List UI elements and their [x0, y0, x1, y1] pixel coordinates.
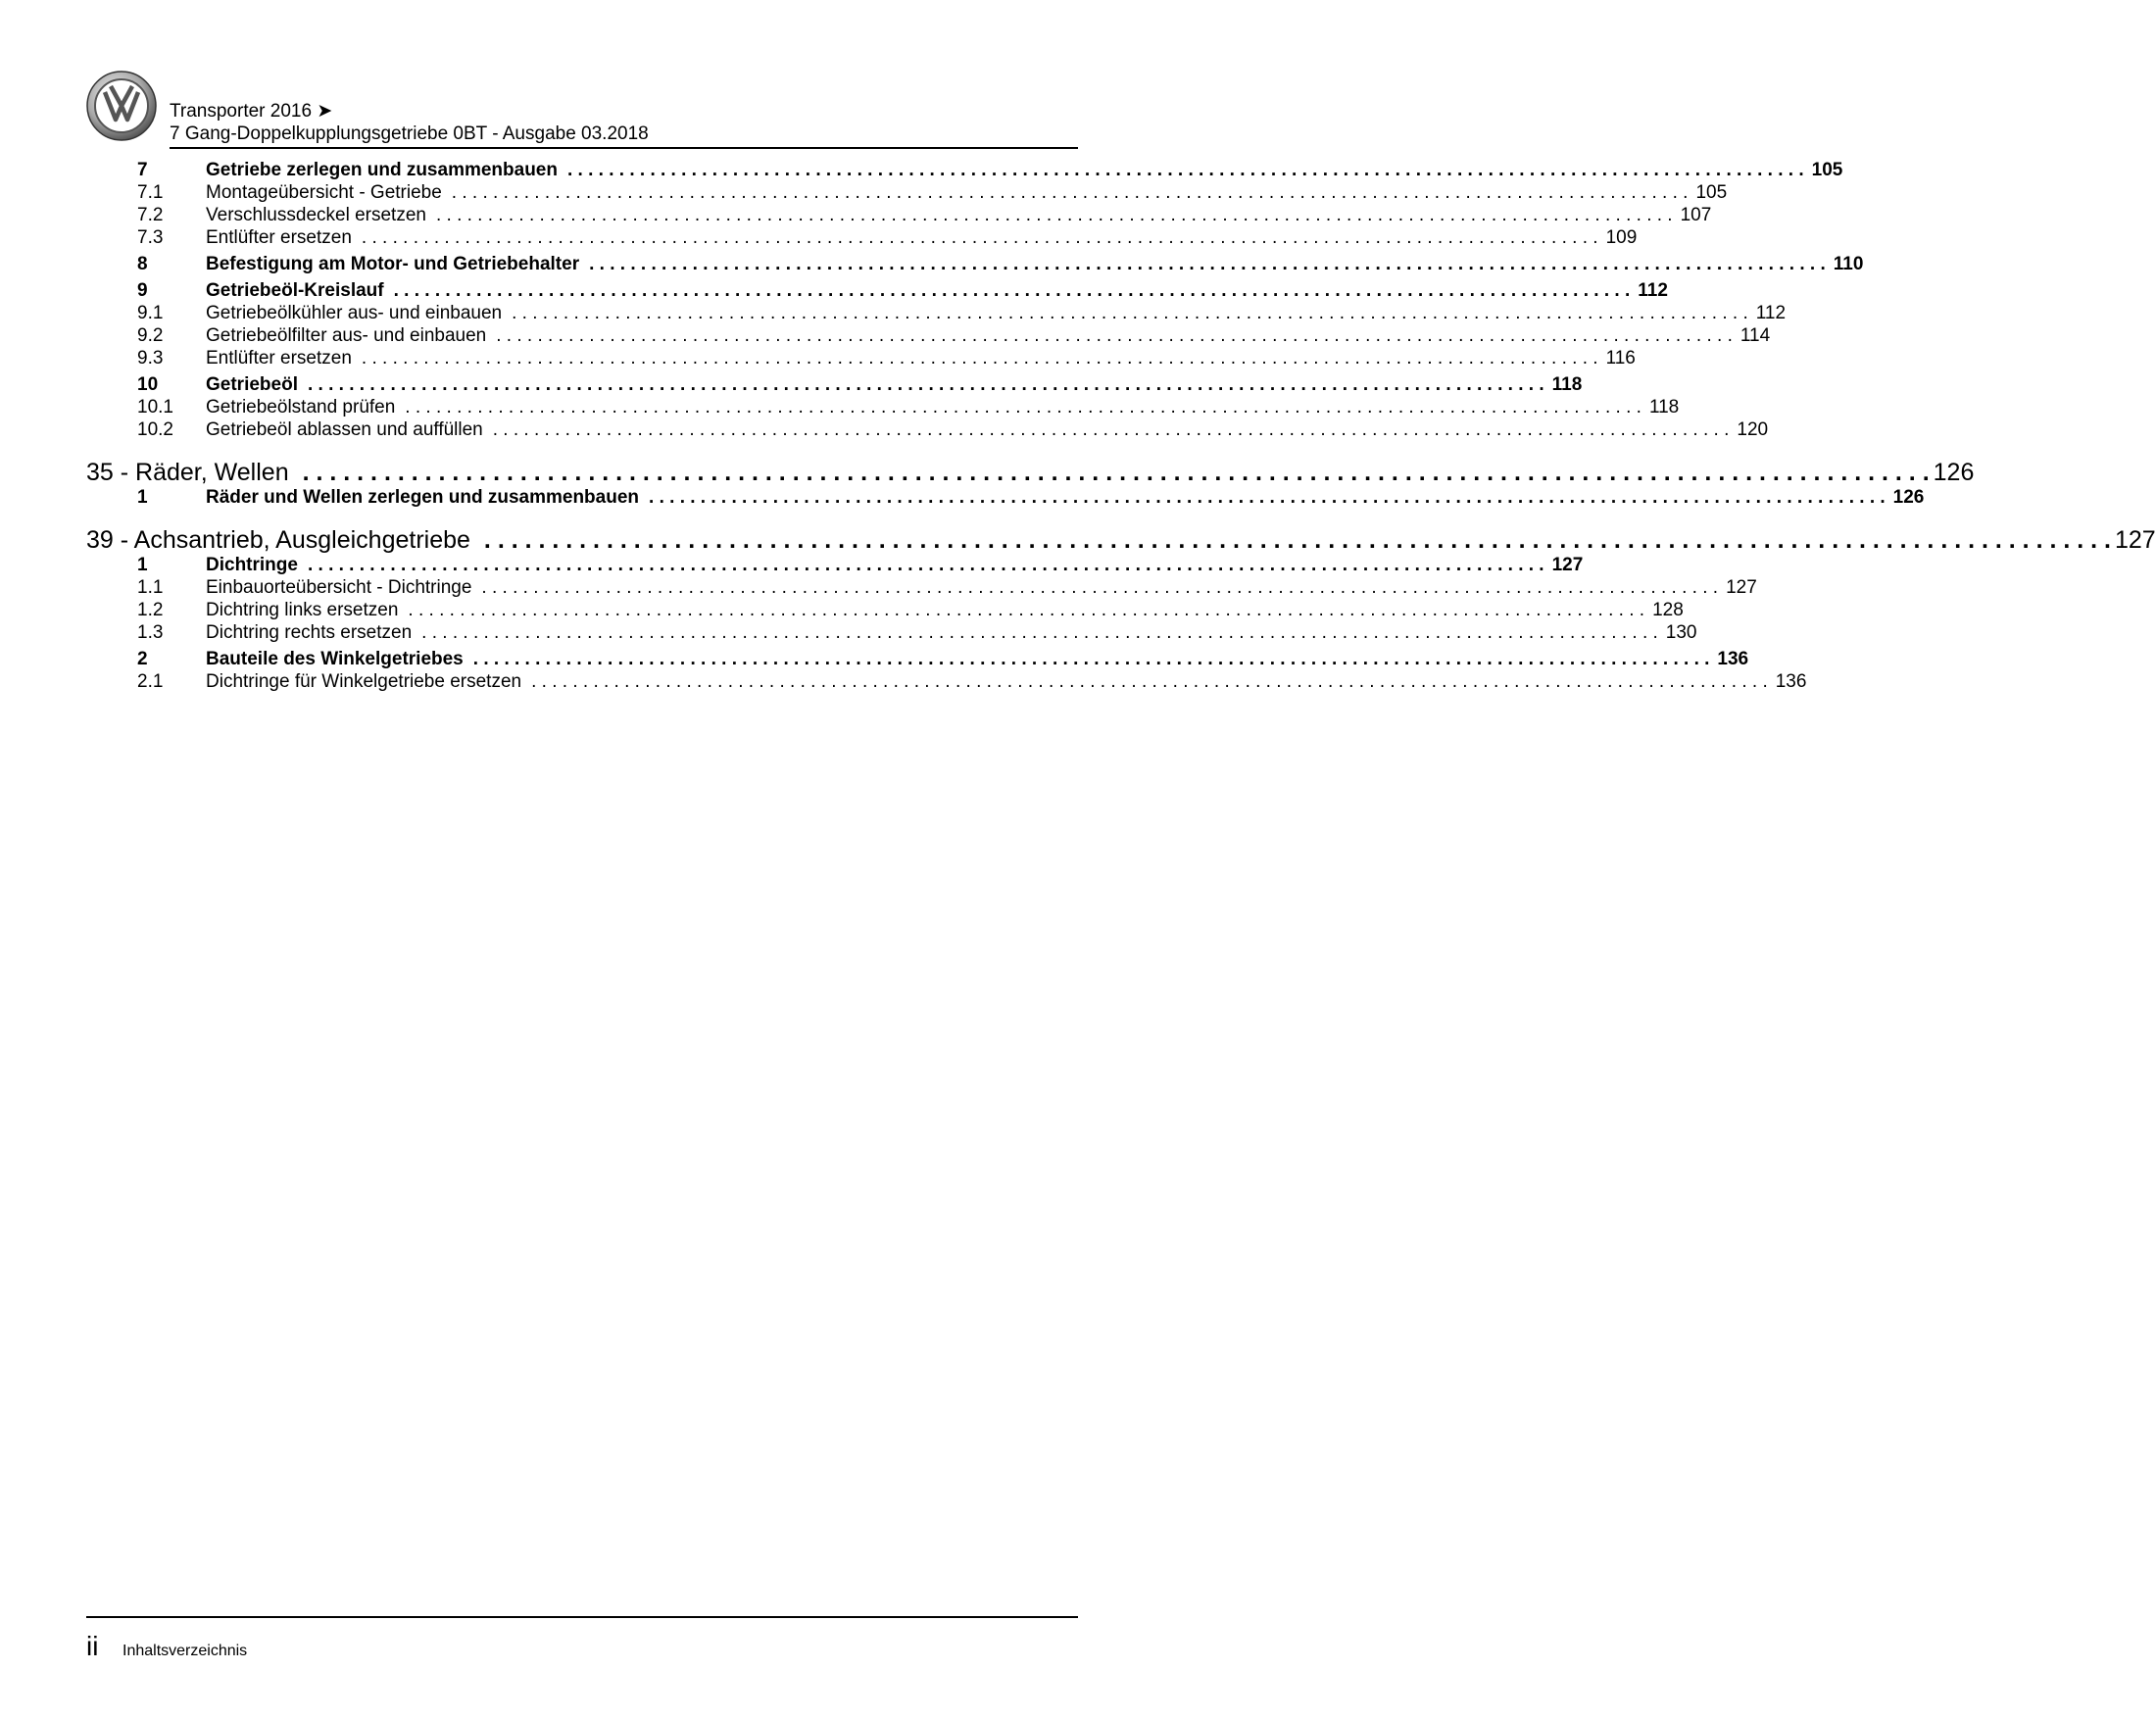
- toc-dot-leader: . . . . . . . . . . . . . . . . . . . . . . . . . . . . . . . . . . . . . . . . . . . . . . . . . . . . . . . . . . . . . . . . . . . . . . . . . . . . . . . . . . . . . . . . . . . . . . . . . . . . . . . . . . . . . . . . . . . . . . . .: [302, 459, 1930, 486]
- toc-dot-leader: . . . . . . . . . . . . . . . . . . . . . . . . . . . . . . . . . . . . . . . . . . . . . . . . . . . . . . . . . . . . . . . . . . . . . . . . . . . . . . . . . . . . . . . . . . . . . . . . . . . . . . . . . . . . . . . . . . . . . . . .: [496, 325, 1733, 346]
- toc-title: Getriebe zerlegen und zusammenbauen: [206, 160, 558, 180]
- vw-logo-icon: [86, 71, 157, 141]
- toc-dot-leader: . . . . . . . . . . . . . . . . . . . . . . . . . . . . . . . . . . . . . . . . . . . . . . . . . . . . . . . . . . . . . . . . . . . . . . . . . . . . . . . . . . . . . . . . . . . . . . . . . . . . . . . . . . . . . . . . . . . . . . . .: [649, 487, 1886, 508]
- toc-dot-leader: . . . . . . . . . . . . . . . . . . . . . . . . . . . . . . . . . . . . . . . . . . . . . . . . . . . . . . . . . . . . . . . . . . . . . . . . . . . . . . . . . . . . . . . . . . . . . . . . . . . . . . . . . . . . . . . . . . . . . . . .: [307, 555, 1544, 575]
- toc-number: 8: [137, 254, 148, 274]
- toc-dot-leader: . . . . . . . . . . . . . . . . . . . . . . . . . . . . . . . . . . . . . . . . . . . . . . . . . . . . . . . . . . . . . . . . . . . . . . . . . . . . . . . . . . . . . . . . . . . . . . . . . . . . . . . . . . . . . . . . . . . . . . . .: [451, 182, 1689, 203]
- toc-title: Getriebeöl-Kreislauf: [206, 280, 384, 301]
- toc-dot-leader: . . . . . . . . . . . . . . . . . . . . . . . . . . . . . . . . . . . . . . . . . . . . . . . . . . . . . . . . . . . . . . . . . . . . . . . . . . . . . . . . . . . . . . . . . . . . . . . . . . . . . . . . . . . . . . . . . . . . . . . .: [531, 671, 1768, 692]
- toc-page-number: 105: [1811, 160, 1843, 180]
- toc-title: Getriebeölstand prüfen: [206, 397, 396, 417]
- toc-page-number: 116: [1605, 348, 1636, 368]
- toc-dot-leader: . . . . . . . . . . . . . . . . . . . . . . . . . . . . . . . . . . . . . . . . . . . . . . . . . . . . . . . . . . . . . . . . . . . . . . . . . . . . . . . . . . . . . . . . . . . . . . . . . . . . . . . . . . . . . . . . . . . . . . . .: [393, 280, 1631, 301]
- toc-title: Entlüfter ersetzen: [206, 348, 352, 368]
- toc-number: 9: [137, 280, 148, 301]
- toc-page-number: 127: [1726, 577, 1757, 598]
- footer-page-number: ii: [86, 1631, 99, 1661]
- toc-title: Getriebeölfilter aus- und einbauen: [206, 325, 487, 346]
- toc-dot-leader: . . . . . . . . . . . . . . . . . . . . . . . . . . . . . . . . . . . . . . . . . . . . . . . . . . . . . . . . . . . . . . . . . . . . . . . . . . . . . . . . . . . . . . . . . . . . . . . . . . . . . . . . . . . . . . . . . . . . . . . .: [512, 303, 1748, 323]
- toc-page-number: 126: [1892, 487, 1925, 508]
- toc-number: 2: [137, 649, 148, 669]
- toc-dot-leader: . . . . . . . . . . . . . . . . . . . . . . . . . . . . . . . . . . . . . . . . . . . . . . . . . . . . . . . . . . . . . . . . . . . . . . . . . . . . . . . . . . . . . . . . . . . . . . . . . . . . . . . . . . . . . . . . . . . . . . . .: [483, 526, 2111, 554]
- toc-number: 1.2: [137, 600, 164, 620]
- toc-dot-leader: . . . . . . . . . . . . . . . . . . . . . . . . . . . . . . . . . . . . . . . . . . . . . . . . . . . . . . . . . . . . . . . . . . . . . . . . . . . . . . . . . . . . . . . . . . . . . . . . . . . . . . . . . . . . . . . . . . . . . . . .: [435, 205, 1673, 225]
- toc-number: 10.2: [137, 419, 173, 440]
- toc-number: 2.1: [137, 671, 164, 692]
- toc-page-number: 126: [1933, 459, 1975, 486]
- toc-number: 7.1: [137, 182, 164, 203]
- toc-dot-leader: . . . . . . . . . . . . . . . . . . . . . . . . . . . . . . . . . . . . . . . . . . . . . . . . . . . . . . . . . . . . . . . . . . . . . . . . . . . . . . . . . . . . . . . . . . . . . . . . . . . . . . . . . . . . . . . . . . . . . . . .: [472, 649, 1710, 669]
- toc-subsection[interactable]: [137, 227, 1638, 249]
- toc-title: 39 - Achsantrieb, Ausgleichgetriebe: [86, 526, 470, 554]
- toc-title: Verschlussdeckel ersetzen: [206, 205, 426, 225]
- toc-section[interactable]: [137, 555, 1584, 576]
- toc-number: 7.3: [137, 227, 164, 248]
- toc-title: Entlüfter ersetzen: [206, 227, 352, 248]
- toc-title: Dichtringe für Winkelgetriebe ersetzen: [206, 671, 522, 692]
- toc-number: 1.3: [137, 622, 164, 643]
- toc-title: Dichtringe: [206, 555, 298, 575]
- header-manual-title: 7 Gang-Doppelkupplungsgetriebe 0BT - Ausgabe 03.2018: [170, 123, 649, 144]
- footer-section-label: Inhaltsverzeichnis: [122, 1643, 248, 1659]
- toc-dot-leader: . . . . . . . . . . . . . . . . . . . . . . . . . . . . . . . . . . . . . . . . . . . . . . . . . . . . . . . . . . . . . . . . . . . . . . . . . . . . . . . . . . . . . . . . . . . . . . . . . . . . . . . . . . . . . . . . . . . . . . . .: [361, 227, 1598, 248]
- toc-number: 9.3: [137, 348, 164, 368]
- toc-subsection[interactable]: [137, 622, 1697, 644]
- toc-page-number: 136: [1775, 671, 1807, 692]
- toc-title: 35 - Räder, Wellen: [86, 459, 289, 486]
- toc-title: Einbauorteübersicht - Dichtringe: [206, 577, 472, 598]
- toc-title: Getriebeölkühler aus- und einbauen: [206, 303, 503, 323]
- toc-number: 7: [137, 160, 148, 180]
- toc-subsection[interactable]: [137, 397, 1680, 418]
- toc-dot-leader: . . . . . . . . . . . . . . . . . . . . . . . . . . . . . . . . . . . . . . . . . . . . . . . . . . . . . . . . . . . . . . . . . . . . . . . . . . . . . . . . . . . . . . . . . . . . . . . . . . . . . . . . . . . . . . . . . . . . . . . .: [492, 419, 1730, 440]
- toc-number: 7.2: [137, 205, 164, 225]
- toc-page-number: 110: [1833, 254, 1864, 274]
- toc-title: Montageübersicht - Getriebe: [206, 182, 442, 203]
- toc-subsection[interactable]: [137, 303, 1787, 324]
- toc-number: 10: [137, 374, 159, 395]
- toc-chapter[interactable]: [86, 526, 2156, 555]
- toc-subsection[interactable]: [137, 671, 1807, 693]
- toc-number: 1.1: [137, 577, 164, 598]
- toc-subsection[interactable]: [137, 419, 1769, 441]
- toc-section[interactable]: [137, 160, 1843, 181]
- toc-subsection[interactable]: [137, 600, 1684, 621]
- toc-number: 1: [137, 487, 148, 508]
- toc-page-number: 112: [1638, 280, 1668, 301]
- toc-section[interactable]: [137, 374, 1583, 396]
- toc-page-number: 114: [1740, 325, 1771, 346]
- toc-number: 9.1: [137, 303, 164, 323]
- toc-section[interactable]: [137, 280, 1668, 302]
- toc-dot-leader: . . . . . . . . . . . . . . . . . . . . . . . . . . . . . . . . . . . . . . . . . . . . . . . . . . . . . . . . . . . . . . . . . . . . . . . . . . . . . . . . . . . . . . . . . . . . . . . . . . . . . . . . . . . . . . . . . . . . . . . .: [566, 160, 1804, 180]
- header-vehicle-model: Transporter 2016 ➤: [170, 101, 333, 122]
- toc-page-number: 118: [1551, 374, 1583, 395]
- toc-number: 10.1: [137, 397, 173, 417]
- toc-dot-leader: . . . . . . . . . . . . . . . . . . . . . . . . . . . . . . . . . . . . . . . . . . . . . . . . . . . . . . . . . . . . . . . . . . . . . . . . . . . . . . . . . . . . . . . . . . . . . . . . . . . . . . . . . . . . . . . . . . . . . . . .: [307, 374, 1544, 395]
- toc-section[interactable]: [137, 649, 1749, 670]
- toc-section[interactable]: [137, 487, 1925, 509]
- toc-title: Dichtring rechts ersetzen: [206, 622, 413, 643]
- toc-title: Bauteile des Winkelgetriebes: [206, 649, 464, 669]
- toc-subsection[interactable]: [137, 577, 1757, 599]
- toc-page-number: 127: [2114, 526, 2156, 554]
- toc-subsection[interactable]: [137, 348, 1636, 369]
- toc-subsection[interactable]: [137, 205, 1712, 226]
- toc-title: Räder und Wellen zerlegen und zusammenbauen: [206, 487, 640, 508]
- toc-page-number: 105: [1695, 182, 1728, 203]
- toc-page-number: 127: [1551, 555, 1584, 575]
- toc-title: Befestigung am Motor- und Getriebehalter: [206, 254, 580, 274]
- header-divider: [170, 147, 1078, 149]
- toc-dot-leader: . . . . . . . . . . . . . . . . . . . . . . . . . . . . . . . . . . . . . . . . . . . . . . . . . . . . . . . . . . . . . . . . . . . . . . . . . . . . . . . . . . . . . . . . . . . . . . . . . . . . . . . . . . . . . . . . . . . . . . . .: [421, 622, 1658, 643]
- toc-page-number: 107: [1680, 205, 1712, 225]
- page-header: [86, 71, 1078, 149]
- toc-chapter[interactable]: [86, 459, 1975, 487]
- toc-dot-leader: . . . . . . . . . . . . . . . . . . . . . . . . . . . . . . . . . . . . . . . . . . . . . . . . . . . . . . . . . . . . . . . . . . . . . . . . . . . . . . . . . . . . . . . . . . . . . . . . . . . . . . . . . . . . . . . . . . . . . . . .: [405, 397, 1642, 417]
- toc-dot-leader: . . . . . . . . . . . . . . . . . . . . . . . . . . . . . . . . . . . . . . . . . . . . . . . . . . . . . . . . . . . . . . . . . . . . . . . . . . . . . . . . . . . . . . . . . . . . . . . . . . . . . . . . . . . . . . . . . . . . . . . .: [408, 600, 1645, 620]
- toc-subsection[interactable]: [137, 182, 1728, 204]
- toc-subsection[interactable]: [137, 325, 1771, 347]
- toc-page-number: 128: [1652, 600, 1684, 620]
- toc-dot-leader: . . . . . . . . . . . . . . . . . . . . . . . . . . . . . . . . . . . . . . . . . . . . . . . . . . . . . . . . . . . . . . . . . . . . . . . . . . . . . . . . . . . . . . . . . . . . . . . . . . . . . . . . . . . . . . . . . . . . . . . .: [481, 577, 1719, 598]
- toc-page-number: 118: [1648, 397, 1680, 417]
- toc-title: Getriebeöl ablassen und auffüllen: [206, 419, 483, 440]
- toc-dot-leader: . . . . . . . . . . . . . . . . . . . . . . . . . . . . . . . . . . . . . . . . . . . . . . . . . . . . . . . . . . . . . . . . . . . . . . . . . . . . . . . . . . . . . . . . . . . . . . . . . . . . . . . . . . . . . . . . . . . . . . . .: [589, 254, 1826, 274]
- toc-page-number: 136: [1717, 649, 1749, 669]
- toc-page-number: 130: [1665, 622, 1697, 643]
- toc-number: 9.2: [137, 325, 164, 346]
- toc-number: 1: [137, 555, 148, 575]
- toc-title: Dichtring links ersetzen: [206, 600, 399, 620]
- footer-divider: [86, 1616, 1078, 1618]
- toc-page-number: 112: [1755, 303, 1787, 323]
- toc-title: Getriebeöl: [206, 374, 298, 395]
- toc-page-number: 109: [1605, 227, 1638, 248]
- toc-dot-leader: . . . . . . . . . . . . . . . . . . . . . . . . . . . . . . . . . . . . . . . . . . . . . . . . . . . . . . . . . . . . . . . . . . . . . . . . . . . . . . . . . . . . . . . . . . . . . . . . . . . . . . . . . . . . . . . . . . . . . . . .: [361, 348, 1598, 368]
- toc-page-number: 120: [1737, 419, 1769, 440]
- toc-section[interactable]: [137, 254, 1864, 275]
